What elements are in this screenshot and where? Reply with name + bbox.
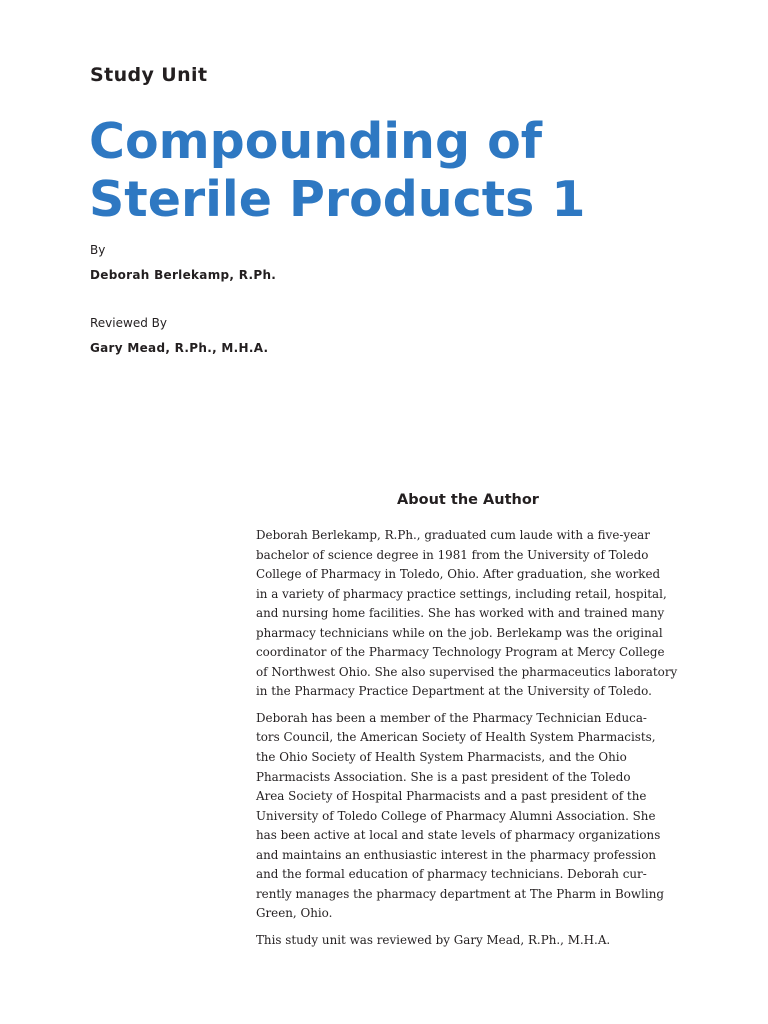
- text-line: University of Toledo College of Pharmacy Alumni Association. She: [256, 808, 656, 823]
- text-line: in the Pharmacy Practice Department at the University of Toledo.: [256, 684, 652, 699]
- about-author-heading: About the Author: [397, 492, 539, 508]
- about-paragraph-3: [256, 931, 686, 951]
- text-line: in a variety of pharmacy practice settings, including retail, hospital,: [256, 586, 667, 601]
- document-title: [89, 113, 729, 229]
- text-line: Area Society of Hospital Pharmacists and a past president of the: [256, 789, 647, 804]
- text-line: and maintains an enthusiastic interest in the pharmacy profession: [256, 847, 657, 862]
- text-line: the Ohio Society of Health System Pharmacists, and the Ohio: [256, 750, 627, 765]
- about-paragraph-2: [256, 709, 686, 924]
- text-line: bachelor of science degree in 1981 from the University of Toledo: [256, 547, 649, 562]
- text-line: coordinator of the Pharmacy Technology Program at Mercy College: [256, 645, 665, 660]
- text-line: of Northwest Ohio. She also supervised the pharmaceutics laboratory: [256, 664, 678, 679]
- study-unit-label: Study Unit: [90, 64, 208, 86]
- title-line: Sterile Products 1: [89, 171, 586, 228]
- reviewed-by-label: Reviewed By: [90, 316, 167, 330]
- by-label: By: [90, 243, 106, 257]
- text-line: This study unit was reviewed by Gary Mead, R.Ph., M.H.A.: [256, 932, 611, 947]
- text-line: Deborah Berlekamp, R.Ph., graduated cum laude with a five-year: [256, 528, 650, 542]
- text-line: Green, Ohio.: [256, 906, 333, 921]
- title-line: Compounding of: [89, 113, 543, 170]
- about-author-body: [256, 526, 686, 950]
- text-line: Deborah has been a member of the Pharmacy Technician Educa-: [256, 710, 647, 725]
- text-line: has been active at local and state levels of pharmacy organizations: [256, 828, 661, 843]
- reviewer-name: Gary Mead, R.Ph., M.H.A.: [90, 341, 269, 355]
- text-line: and nursing home facilities. She has worked with and trained many: [256, 606, 665, 621]
- text-line: Pharmacists Association. She is a past president of the Toledo: [256, 769, 631, 784]
- text-line: pharmacy technicians while on the job. Berlekamp was the original: [256, 625, 663, 640]
- text-line: rently manages the pharmacy department at The Pharm in Bowling: [256, 886, 664, 901]
- text-line: and the formal education of pharmacy technicians. Deborah cur-: [256, 867, 647, 882]
- author-name: Deborah Berlekamp, R.Ph.: [90, 268, 277, 282]
- about-paragraph-1: [256, 526, 686, 702]
- text-line: tors Council, the American Society of Health System Pharmacists,: [256, 730, 656, 745]
- text-line: College of Pharmacy in Toledo, Ohio. After graduation, she worked: [256, 567, 661, 582]
